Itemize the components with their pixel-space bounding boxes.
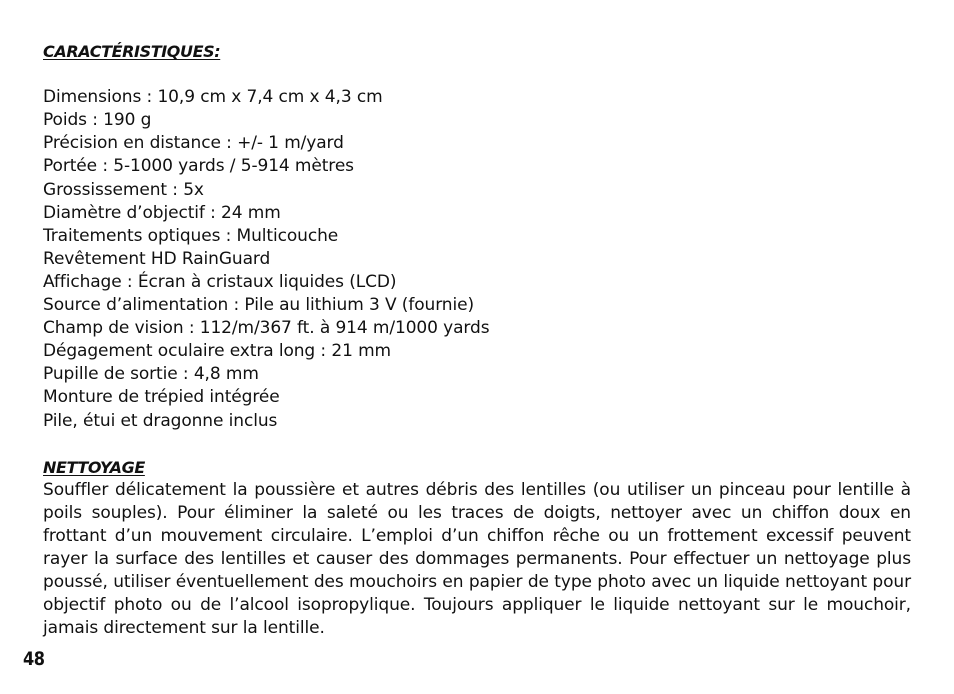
spec-item: Dégagement oculaire extra long : 21 mm (43, 341, 392, 362)
spec-item: Pile, étui et dragonne inclus (43, 410, 278, 431)
cleaning-paragraph: Souffler délicatement la poussière et autres débris des lentilles (ou utiliser un pinceau pour lentille à poils souples). Pour éliminer la saleté ou les traces de doigts, nettoyer avec un chiffon doux en frottant d’un mouvement circulaire. L’emploi d’un chiffon rêche ou un frottement excessif peuvent rayer la surface des lentilles et causer des dommages permanents. Pour effectuer un nettoyage plus poussé, utiliser éventuellement des mouchoirs en papier de type photo avec un liquide nettoyant pour objectif photo ou de l’alcool isopropylique. Toujours appliquer le liquide nettoyant sur le mouchoir, jamais directement sur la lentille. (43, 479, 911, 639)
spec-item: Revêtement HD RainGuard (43, 248, 271, 269)
spec-item: Affichage : Écran à cristaux liquides (LCD) (43, 271, 397, 292)
spec-item: Poids : 190 g (43, 110, 152, 131)
spec-item: Pupille de sortie : 4,8 mm (43, 364, 259, 385)
section-spacer (43, 433, 911, 456)
page-number: 48 (23, 648, 45, 670)
spec-item: Dimensions : 10,9 cm x 7,4 cm x 4,3 cm (43, 87, 383, 108)
page-content (43, 40, 911, 640)
spec-item: Traitements optiques : Multicouche (43, 225, 339, 246)
spec-item: Diamètre d’objectif : 24 mm (43, 202, 281, 223)
spec-item: Précision en distance : +/- 1 m/yard (43, 133, 344, 154)
spec-item: Monture de trépied intégrée (43, 387, 280, 408)
cleaning-heading: NETTOYAGE (43, 457, 145, 477)
characteristics-heading: CARACTÉRISTIQUES: (43, 42, 221, 61)
spec-item: Portée : 5-1000 yards / 5-914 mètres (43, 156, 354, 177)
section-spacer (43, 63, 911, 86)
spec-item: Source d’alimentation : Pile au lithium 3 V (fournie) (43, 295, 474, 316)
spec-item: Champ de vision : 112/m/367 ft. à 914 m/1000 yards (43, 318, 490, 339)
spec-item: Grossissement : 5x (43, 179, 204, 200)
characteristics-list (43, 86, 911, 432)
